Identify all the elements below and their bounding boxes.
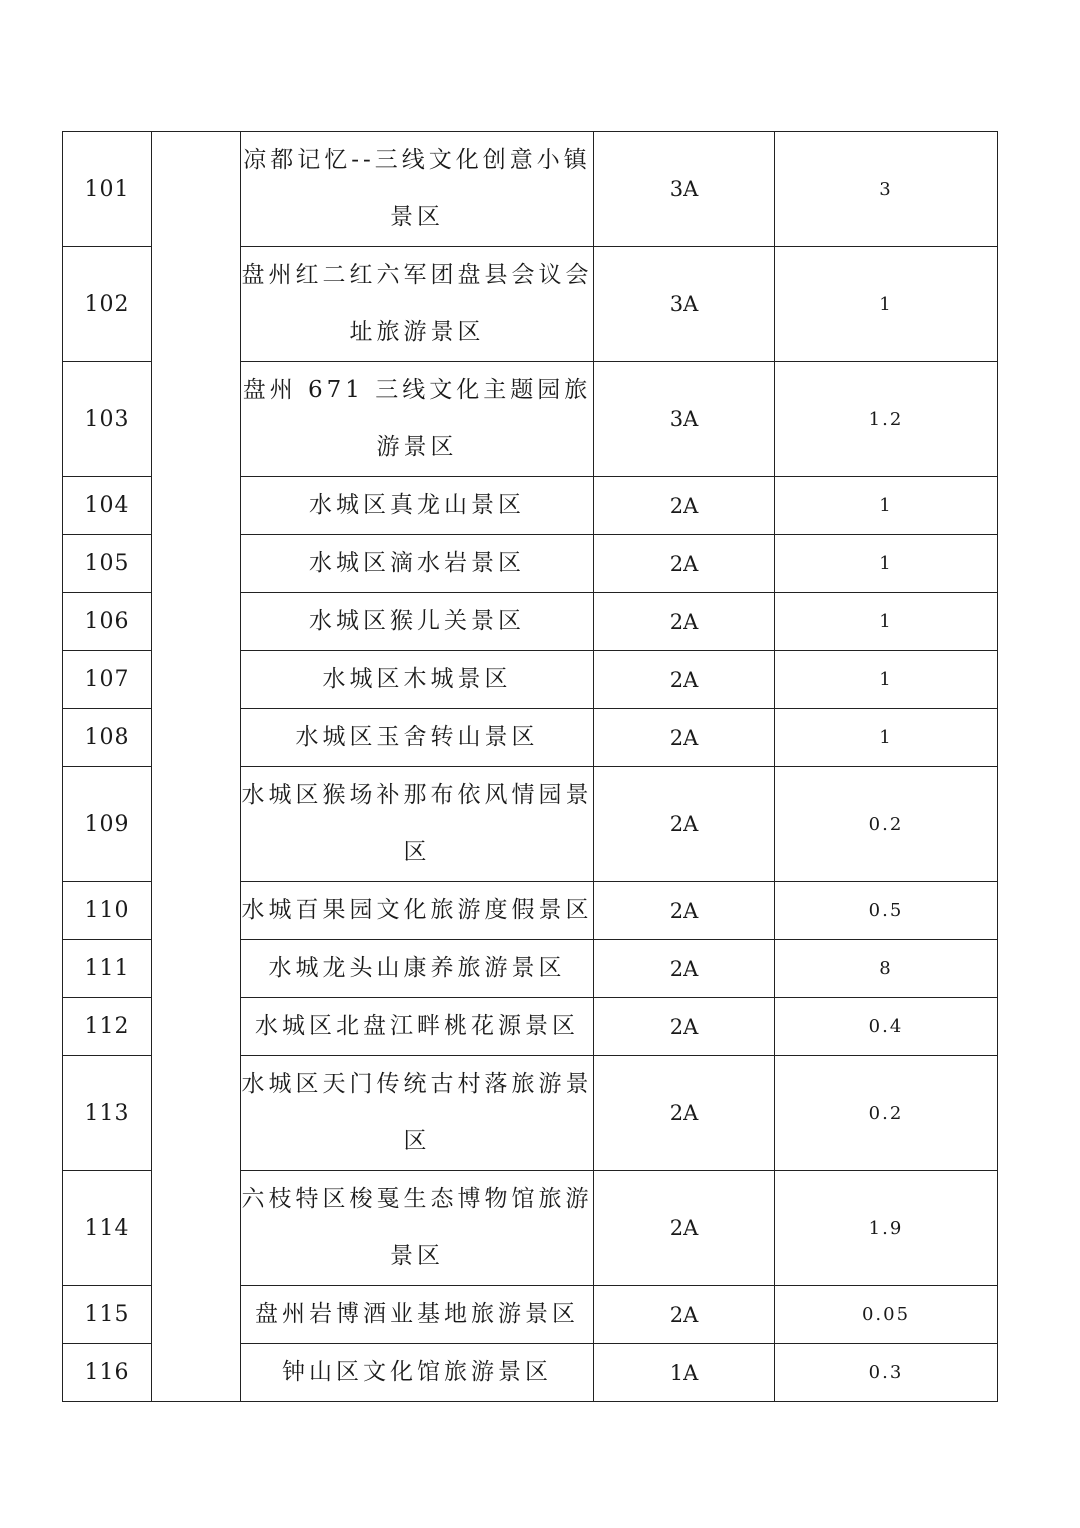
row-number-cell: 111	[63, 940, 152, 998]
grade-level-cell: 2A	[594, 767, 775, 882]
grade-level-cell: 2A	[594, 535, 775, 593]
value-cell: 1	[775, 593, 998, 651]
grade-level-cell: 2A	[594, 651, 775, 709]
value-cell: 1.2	[775, 362, 998, 477]
grade-level-cell: 2A	[594, 1171, 775, 1286]
grade-level-cell: 2A	[594, 998, 775, 1056]
value-cell: 0.3	[775, 1344, 998, 1402]
row-number-cell: 101	[63, 132, 152, 247]
scenic-name-cell: 六枝特区梭戛生态博物馆旅游景区	[241, 1171, 594, 1286]
value-cell: 1	[775, 651, 998, 709]
value-cell: 0.2	[775, 767, 998, 882]
value-cell: 0.4	[775, 998, 998, 1056]
value-cell: 0.05	[775, 1286, 998, 1344]
scenic-area-table	[62, 131, 998, 1402]
grade-level-cell: 2A	[594, 1056, 775, 1171]
row-number-cell: 108	[63, 709, 152, 767]
row-number-cell: 110	[63, 882, 152, 940]
scenic-name-cell: 水城区真龙山景区	[241, 477, 594, 535]
grade-level-cell: 2A	[594, 477, 775, 535]
value-cell: 1.9	[775, 1171, 998, 1286]
scenic-name-cell: 盘州岩博酒业基地旅游景区	[241, 1286, 594, 1344]
scenic-name-cell: 水城区天门传统古村落旅游景区	[241, 1056, 594, 1171]
row-number-cell: 109	[63, 767, 152, 882]
grade-level-cell: 3A	[594, 132, 775, 247]
value-cell: 8	[775, 940, 998, 998]
grade-level-cell: 2A	[594, 709, 775, 767]
row-number-cell: 104	[63, 477, 152, 535]
scenic-name-cell: 水城区木城景区	[241, 651, 594, 709]
value-cell: 0.2	[775, 1056, 998, 1171]
scenic-name-cell: 钟山区文化馆旅游景区	[241, 1344, 594, 1402]
scenic-name-cell: 水城区北盘江畔桃花源景区	[241, 998, 594, 1056]
row-number-cell: 107	[63, 651, 152, 709]
value-cell: 1	[775, 477, 998, 535]
value-cell: 3	[775, 132, 998, 247]
row-number-cell: 115	[63, 1286, 152, 1344]
row-number-cell: 116	[63, 1344, 152, 1402]
table-row	[63, 132, 998, 247]
table-body	[63, 132, 998, 1402]
scenic-name-cell: 水城区猴场补那布依风情园景区	[241, 767, 594, 882]
row-number-cell: 114	[63, 1171, 152, 1286]
row-number-cell: 102	[63, 247, 152, 362]
merged-region-cell	[152, 132, 241, 1402]
scenic-name-cell: 水城区玉舍转山景区	[241, 709, 594, 767]
row-number-cell: 103	[63, 362, 152, 477]
scenic-name-cell: 盘州 671 三线文化主题园旅游景区	[241, 362, 594, 477]
value-cell: 1	[775, 535, 998, 593]
grade-level-cell: 2A	[594, 593, 775, 651]
scenic-name-cell: 盘州红二红六军团盘县会议会址旅游景区	[241, 247, 594, 362]
value-cell: 1	[775, 709, 998, 767]
grade-level-cell: 3A	[594, 247, 775, 362]
value-cell: 1	[775, 247, 998, 362]
row-number-cell: 106	[63, 593, 152, 651]
scenic-name-cell: 水城区猴儿关景区	[241, 593, 594, 651]
value-cell: 0.5	[775, 882, 998, 940]
grade-level-cell: 2A	[594, 882, 775, 940]
scenic-name-cell: 水城百果园文化旅游度假景区	[241, 882, 594, 940]
grade-level-cell: 1A	[594, 1344, 775, 1402]
scenic-name-cell: 凉都记忆--三线文化创意小镇景区	[241, 132, 594, 247]
scenic-name-cell: 水城龙头山康养旅游景区	[241, 940, 594, 998]
row-number-cell: 105	[63, 535, 152, 593]
grade-level-cell: 2A	[594, 1286, 775, 1344]
grade-level-cell: 3A	[594, 362, 775, 477]
scenic-name-cell: 水城区滴水岩景区	[241, 535, 594, 593]
row-number-cell: 113	[63, 1056, 152, 1171]
grade-level-cell: 2A	[594, 940, 775, 998]
row-number-cell: 112	[63, 998, 152, 1056]
